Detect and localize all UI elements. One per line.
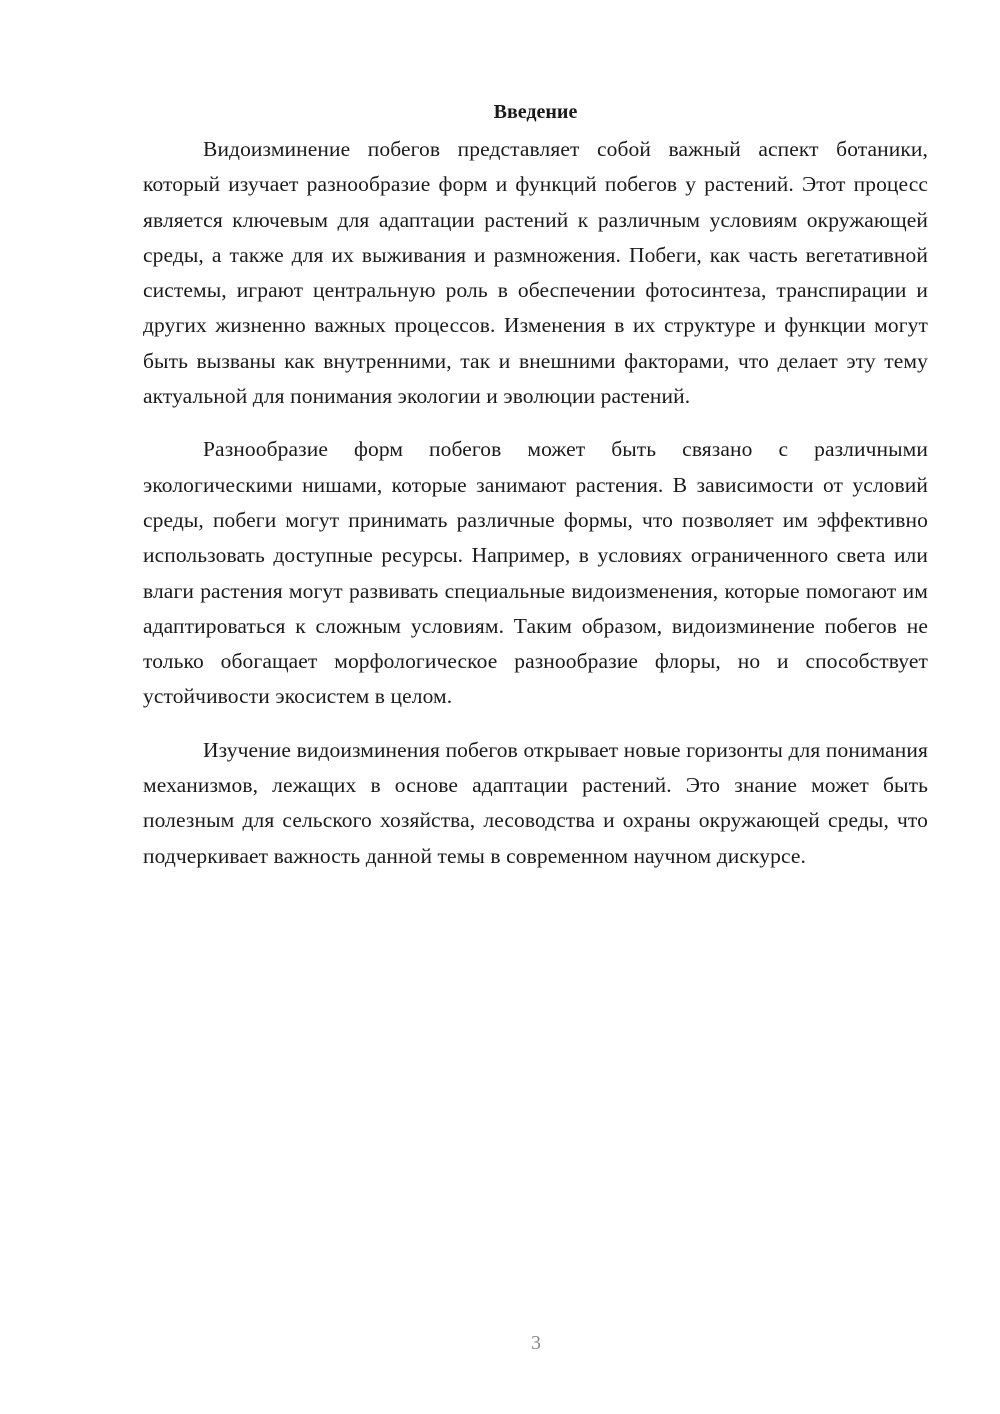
- page-content: [143, 92, 928, 892]
- page-number: 3: [531, 1332, 541, 1354]
- paragraph-3: Изучение видоизминения побегов открывает новые горизонты для понимания механизмов, лежащих в основе адаптации растений. Это знание может быть полезным для сельского хозяйства, лесоводства и охраны окружающей среды, что подчеркивает важность данной темы в современном научном дискурсе.: [143, 737, 928, 868]
- section-title: Введение: [493, 101, 578, 123]
- paragraph-1: Видоизминение побегов представляет собой важный аспект ботаники, который изучает разнообразие форм и функций побегов у растений. Этот процесс является ключевым для адаптации растений к различным условиям окружающей среды, а также для их выживания и размножения. Побеги, как часть вегетативной системы, играют центральную роль в обеспечении фотосинтеза, транспирации и других жизненно важных процессов. Изменения в их структуре и функции могут быть вызваны как внутренними, так и внешними факторами, что делает эту тему актуальной для понимания экологии и эволюции растений.: [143, 137, 928, 409]
- paragraph-2: Разнообразие форм побегов может быть связано с различными экологическими нишами, которые занимают растения. В зависимости от условий среды, побеги могут принимать различные формы, что позволяет им эффективно использовать доступные ресурсы. Например, в условиях ограниченного света или влаги растения могут развивать специальные видоизменения, которые помогают им адаптироваться к сложным условиям. Таким образом, видоизминение побегов не только обогащает морфологическое разнообразие флоры, но и способствует устойчивости экосистем в целом.: [143, 437, 928, 709]
